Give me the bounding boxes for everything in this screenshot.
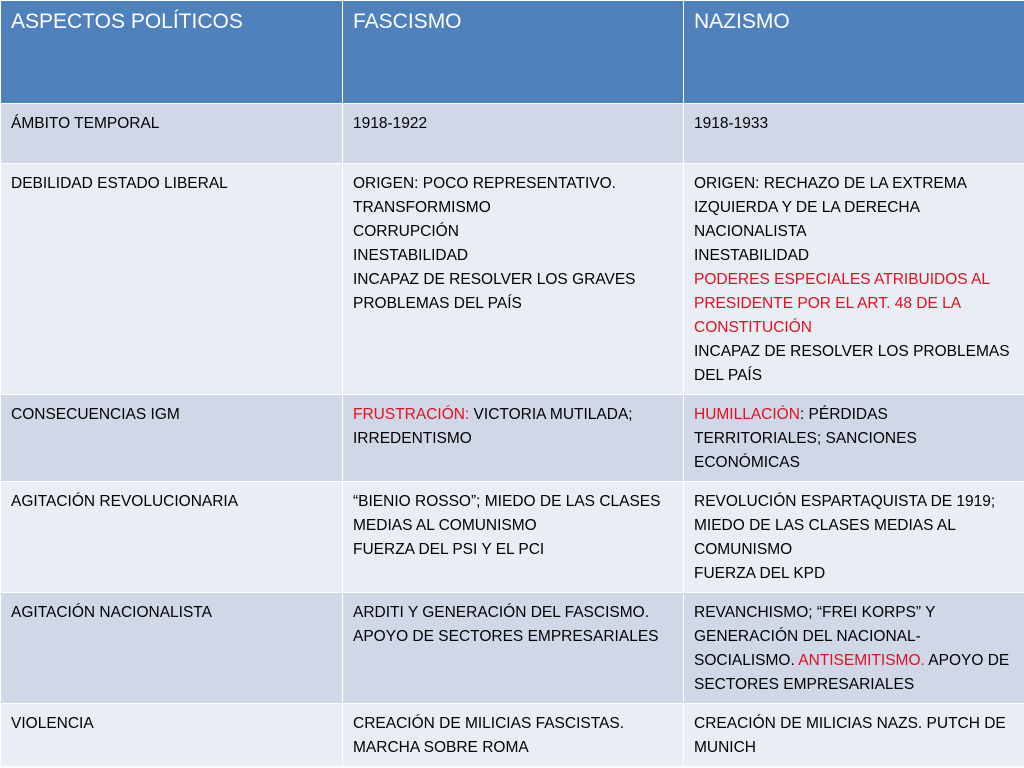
cell-line: INESTABILIDAD [694, 247, 810, 264]
aspect-cell: AGITACIÓN REVOLUCIONARIA [1, 482, 343, 593]
nazismo-cell [684, 593, 1024, 704]
cell-text: : PÉRDIDAS TERRITORIALES; SANCIONES ECONÓMICAS [694, 406, 917, 471]
cell-text: REVANCHISMO; “FREI KORPS” Y GENERACIÓN DEL NACIONAL-SOCIALISMO. [694, 604, 936, 669]
table-row [1, 704, 1024, 767]
highlight-text: FRUSTRACIÓN: [353, 406, 470, 423]
nazismo-cell [684, 164, 1024, 395]
fascismo-cell [343, 104, 684, 164]
cell-text: VICTORIA MUTILADA; IRREDENTISMO [353, 406, 633, 447]
cell-line [694, 403, 1014, 475]
table-row [1, 482, 1024, 593]
table-row [1, 164, 1024, 395]
cell-line: TRANSFORMISMO [353, 199, 491, 216]
cell-line: ORIGEN: POCO REPRESENTATIVO. [353, 175, 616, 192]
aspect-cell: AGITACIÓN NACIONALISTA [1, 593, 343, 704]
fascismo-cell [343, 395, 684, 482]
nazismo-cell [684, 704, 1024, 767]
header-row [1, 1, 1024, 104]
cell-text: APOYO DE SECTORES EMPRESARIALES [694, 652, 1010, 693]
cell-line: INESTABILIDAD [353, 247, 469, 264]
nazismo-cell [684, 482, 1024, 593]
header-fascismo: FASCISMO [343, 1, 684, 104]
highlight-text: ANTISEMITISMO. [798, 652, 925, 669]
cell-line [694, 601, 1014, 697]
table-row [1, 104, 1024, 164]
cell-line: INCAPAZ DE RESOLVER LOS PROBLEMAS DEL PAÍS [694, 343, 1010, 384]
cell-line: “BIENIO ROSSO”; MIEDO DE LAS CLASES MEDIAS AL COMUNISMO [353, 493, 661, 534]
fascismo-cell [343, 482, 684, 593]
nazismo-cell [684, 104, 1024, 164]
aspect-cell: ÁMBITO TEMPORAL [1, 104, 343, 164]
cell-line: CREACIÓN DE MILICIAS FASCISTAS. MARCHA SOBRE ROMA [353, 715, 625, 756]
fascismo-cell [343, 704, 684, 767]
table-row [1, 593, 1024, 704]
cell-line: 1918-1933 [694, 115, 769, 132]
aspect-cell: VIOLENCIA [1, 704, 343, 767]
cell-line: 1918-1922 [353, 115, 428, 132]
cell-line: CORRUPCIÓN [353, 223, 459, 240]
header-aspectos: ASPECTOS POLÍTICOS [1, 1, 343, 104]
table-row [1, 395, 1024, 482]
cell-line [353, 403, 673, 451]
nazismo-cell [684, 395, 1024, 482]
cell-line: ARDITI Y GENERACIÓN DEL FASCISMO. [353, 604, 649, 621]
header-nazismo: NAZISMO [684, 1, 1024, 104]
cell-line: FUERZA DEL KPD [694, 565, 826, 582]
cell-line: PODERES ESPECIALES ATRIBUIDOS AL PRESIDENTE POR EL ART. 48 DE LA CONSTITUCIÓN [694, 271, 990, 336]
fascismo-cell [343, 593, 684, 704]
aspect-cell: DEBILIDAD ESTADO LIBERAL [1, 164, 343, 395]
aspect-cell: CONSECUENCIAS IGM [1, 395, 343, 482]
highlight-text: HUMILLACIÓN [694, 406, 800, 423]
cell-line: INCAPAZ DE RESOLVER LOS GRAVES PROBLEMAS DEL PAÍS [353, 271, 636, 312]
cell-line: REVOLUCIÓN ESPARTAQUISTA DE 1919; MIEDO DE LAS CLASES MEDIAS AL COMUNISMO [694, 493, 996, 558]
cell-line: CREACIÓN DE MILICIAS NAZS. PUTCH DE MUNICH [694, 715, 1006, 756]
fascismo-cell [343, 164, 684, 395]
cell-line: ORIGEN: RECHAZO DE LA EXTREMA IZQUIERDA Y DE LA DERECHA NACIONALISTA [694, 175, 967, 240]
cell-line: APOYO DE SECTORES EMPRESARIALES [353, 628, 659, 645]
cell-line: FUERZA DEL PSI Y EL PCI [353, 541, 545, 558]
